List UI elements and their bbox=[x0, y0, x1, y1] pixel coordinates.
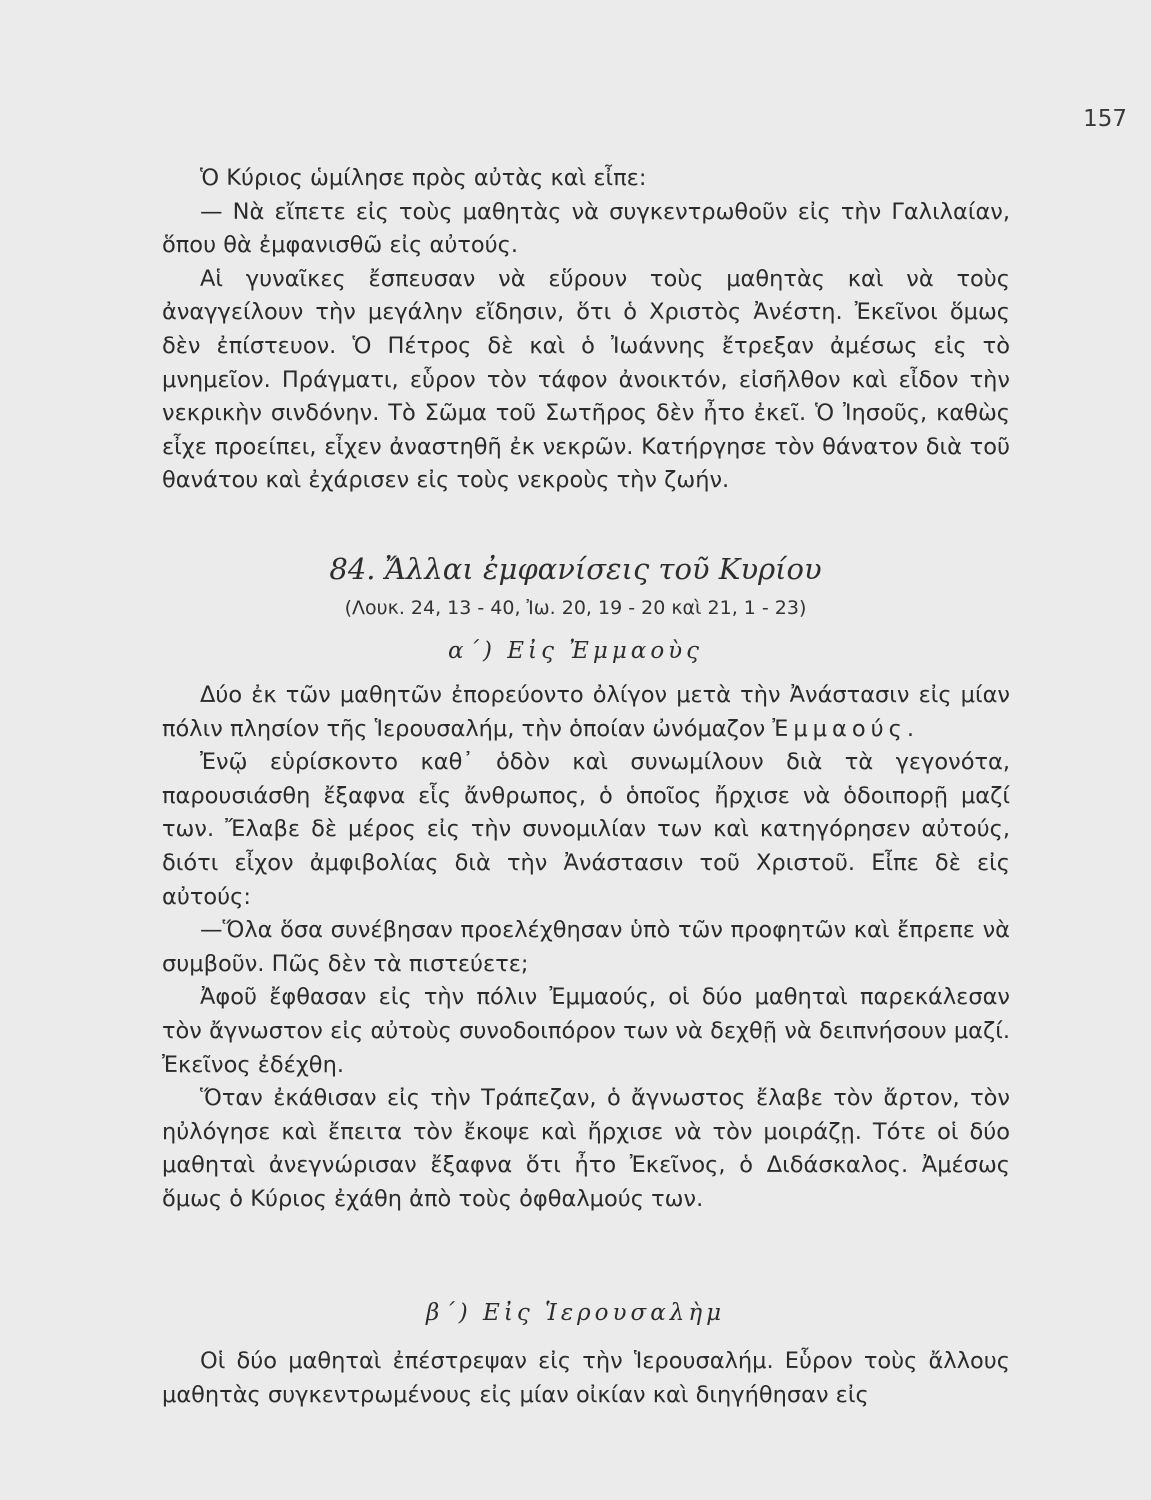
subheading-jerusalem: β΄) Εἰς Ἱερουσαλὴμ bbox=[425, 1300, 726, 1326]
text-block-resurrection bbox=[162, 162, 1010, 498]
paragraph bbox=[162, 679, 1010, 746]
section-title: 84. Ἄλλαι ἐμφανίσεις τοῦ Κυρίου bbox=[329, 552, 822, 586]
text-block-emmaus bbox=[162, 679, 1010, 1217]
paragraph: Ἐνῷ εὑρίσκοντο καθ᾽ ὁδὸν καὶ συνωμίλουν διὰ τὰ γεγονότα, παρουσιάσθη ἔξαφνα εἷς ἄνθρωπος, ὁ ὁποῖος ἤρχισε νὰ ὁδοιπορῇ μαζί των. Ἔλαβε δὲ μέρος εἰς τὴν συνομιλίαν των καὶ κατηγόρησεν αὐτούς, διότι εἶχον ἀμφιβολίας διὰ τὴν Ἀνάστασιν τοῦ Χριστοῦ. Εἶπε δὲ εἰς αὐτούς: bbox=[162, 749, 1010, 910]
subheading-emmaus: α΄) Εἰς Ἐμμαοὺς bbox=[447, 638, 704, 664]
paragraph-text: Δύο ἐκ τῶν μαθητῶν ἐπορεύοντο ὀλίγον μετὰ τὴν Ἀνάστασιν εἰς μίαν πόλιν πλησίον τῆς Ἱερουσαλήμ, τὴν ὁποίαν ὠνόμαζον bbox=[162, 682, 1010, 742]
paragraph: Ὅταν ἐκάθισαν εἰς τὴν Τράπεζαν, ὁ ἄγνωστος ἔλαβε τὸν ἄρτον, τὸν ηὐλόγησε καὶ ἔπειτα τὸν ἔκοψε καὶ ἤρχισε νὰ τὸν μοιράζῃ. Τότε οἱ δύο μαθηταὶ ἀνεγνώρισαν ἔξαφνα ὅτι ἦτο Ἐκεῖνος, ὁ Διδάσκαλος. Ἀμέσως ὅμως ὁ Κύριος ἐχάθη ἀπὸ τοὺς ὀφθαλμούς των. bbox=[162, 1085, 1010, 1212]
section-reference: (Λουκ. 24, 13 - 40, Ἰω. 20, 19 - 20 καὶ 21, 1 - 23) bbox=[344, 597, 807, 619]
paragraph: Ἀφοῦ ἔφθασαν εἰς τὴν πόλιν Ἐμμαούς, οἱ δύο μαθηταὶ παρεκάλεσαν τὸν ἄγνωστον εἰς αὐτοὺς συνοδοιπόρον των νὰ δεχθῇ νὰ δειπνήσουν μαζί. Ἐκεῖνος ἐδέχθη. bbox=[162, 984, 1010, 1078]
paragraph: Αἱ γυναῖκες ἔσπευσαν νὰ εὕρουν τοὺς μαθητὰς καὶ νὰ τοὺς ἀναγγείλουν τὴν μεγάλην εἴδησιν, ὅτι ὁ Χριστὸς Ἀνέστη. Ἐκεῖνοι ὅμως δὲν ἐπίστευον. Ὁ Πέτρος δὲ καὶ ὁ Ἰωάννης ἔτρεξαν ἀμέσως εἰς τὸ μνημεῖον. Πράγματι, εὗρον τὸν τάφον ἀνοικτόν, εἰσῆλθον καὶ εἶδον τὴν νεκρικὴν σινδόνην. Τὸ Σῶμα τοῦ Σωτῆρος δὲν ἦτο ἐκεῖ. Ὁ Ἰησοῦς, καθὼς εἶχε προείπει, εἶχεν ἀναστηθῆ ἐκ νεκρῶν. Κατήργησε τὸν θάνατον διὰ τοῦ θανάτου καὶ ἐχάρισεν εἰς τοὺς νεκροὺς τὴν ζωήν. bbox=[162, 265, 1010, 494]
paragraph: Ὁ Κύριος ὡμίλησε πρὸς αὐτὰς καὶ εἶπε: bbox=[200, 165, 647, 191]
paragraph: Οἱ δύο μαθηταὶ ἐπέστρεψαν εἰς τὴν Ἱερουσαλήμ. Εὗρον τοὺς ἄλλους μαθητὰς συγκεντρωμένους εἰς μίαν οἰκίαν καὶ διηγήθησαν εἰς bbox=[162, 1348, 1010, 1408]
paragraph: —Ὅλα ὅσα συνέβησαν προελέχθησαν ὑπὸ τῶν προφητῶν καὶ ἔπρεπε νὰ συμβοῦν. Πῶς δὲν τὰ πιστεύετε; bbox=[162, 917, 1010, 977]
text-block-jerusalem bbox=[162, 1345, 1010, 1412]
paragraph: — Νὰ εἴπετε εἰς τοὺς μαθητὰς νὰ συγκεντρωθοῦν εἰς τὴν Γαλιλαίαν, ὅπου θὰ ἐμφανισθῶ εἰς αὐτούς. bbox=[162, 198, 1010, 259]
page-number: 157 bbox=[1083, 106, 1127, 132]
spaced-word: Ἐμμαούς. bbox=[772, 715, 919, 742]
